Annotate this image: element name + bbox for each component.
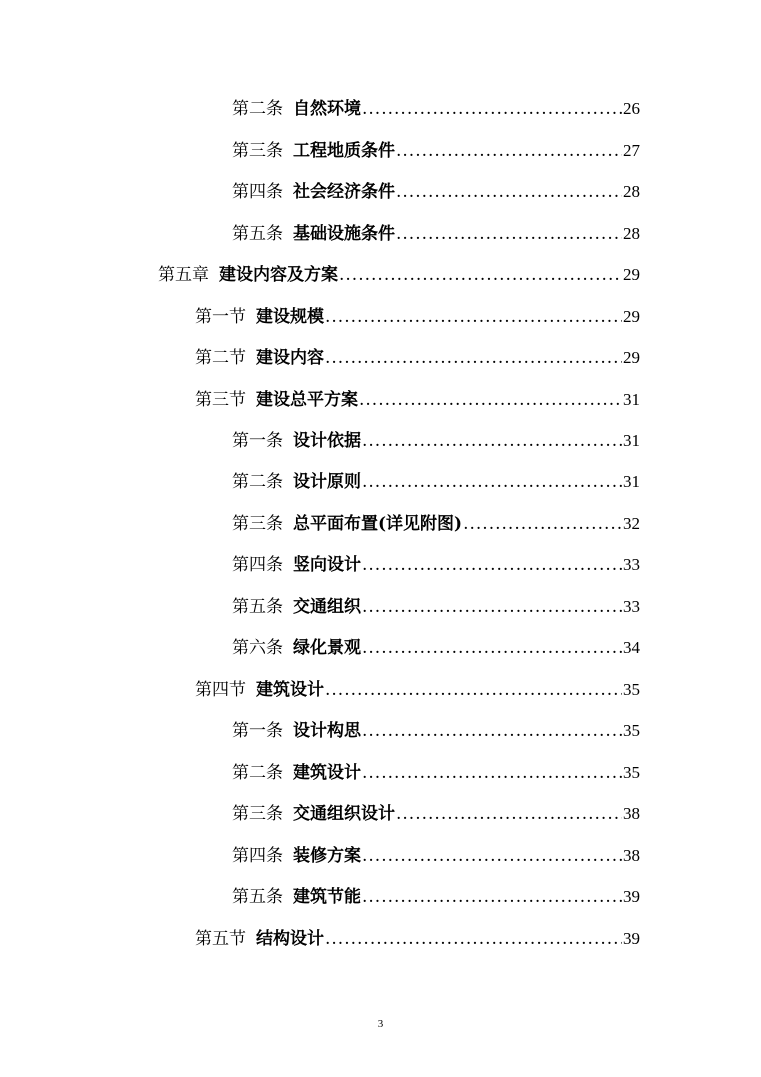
toc-entry-number: 第二条 [232, 472, 283, 492]
toc-entry[interactable] [232, 430, 640, 452]
toc-entry-page: 27 [623, 141, 640, 160]
toc-entry-number: 第五节 [195, 929, 246, 949]
dot-leader [325, 306, 622, 328]
toc-entry-number: 第一条 [232, 431, 283, 451]
toc-entry-page: 35 [623, 680, 640, 699]
dot-leader [362, 762, 622, 784]
toc-entry-number: 第六条 [232, 638, 283, 658]
dot-leader [362, 720, 622, 742]
toc-entry-title: 建设内容 [256, 348, 324, 368]
toc-entry-page: 31 [623, 472, 640, 491]
page-footer-number: 3 [377, 1018, 384, 1030]
toc-entry-page: 39 [623, 887, 640, 906]
toc-entry-title: 竖向设计 [293, 555, 361, 575]
toc-entry-page: 34 [623, 638, 640, 657]
toc-entry-number: 第三条 [232, 514, 283, 534]
toc-entry-page: 28 [623, 224, 640, 243]
toc-entry-number: 第二条 [232, 99, 283, 119]
toc-entry-title: 建设总平方案 [256, 390, 358, 410]
toc-entry[interactable] [232, 720, 640, 742]
toc-entry-page: 28 [623, 182, 640, 201]
toc-entry[interactable] [232, 845, 640, 867]
toc-entry-title: 交通组织 [293, 597, 361, 617]
toc-entry-title: 自然环境 [293, 99, 361, 119]
dot-leader [325, 679, 622, 701]
toc-entry-page: 29 [623, 265, 640, 284]
dot-leader [362, 637, 622, 659]
toc-entry[interactable] [232, 762, 640, 784]
toc-entry-number: 第四条 [232, 555, 283, 575]
toc-entry-title: 总平面布置(详见附图) [293, 514, 463, 534]
toc-entry-title: 社会经济条件 [293, 182, 395, 202]
toc-entry-title: 建设规模 [256, 307, 324, 327]
toc-entry-number: 第五条 [232, 224, 283, 244]
dot-leader [362, 471, 622, 493]
toc-entry-number: 第四条 [232, 182, 283, 202]
toc-entry-number: 第五章 [158, 265, 209, 285]
toc-entry-page: 29 [623, 307, 640, 326]
dot-leader [396, 223, 622, 245]
dot-leader [396, 140, 622, 162]
toc-entry[interactable] [232, 140, 640, 162]
dot-leader [359, 389, 622, 411]
toc-entry-number: 第一节 [195, 307, 246, 327]
toc-entry[interactable] [232, 98, 640, 120]
toc-entry-title: 设计依据 [293, 431, 361, 451]
dot-leader [396, 181, 622, 203]
toc-entry[interactable] [158, 264, 640, 286]
toc-entry-page: 31 [623, 431, 640, 450]
toc-entry[interactable] [232, 554, 640, 576]
toc-entry-number: 第五条 [232, 597, 283, 617]
dot-leader [396, 803, 622, 825]
toc-entry-page: 33 [623, 597, 640, 616]
toc-entry-number: 第四节 [195, 680, 246, 700]
toc-entry-number: 第三条 [232, 804, 283, 824]
dot-leader [362, 98, 622, 120]
dot-leader [362, 886, 622, 908]
toc-entry[interactable] [232, 803, 640, 825]
dot-leader [362, 596, 622, 618]
toc-entry[interactable] [195, 928, 640, 950]
toc-entry[interactable] [232, 181, 640, 203]
toc-entry-title: 基础设施条件 [293, 224, 395, 244]
toc-entry-title: 建筑设计 [256, 680, 324, 700]
toc-entry-page: 35 [623, 763, 640, 782]
dot-leader [463, 513, 622, 535]
toc-entry-page: 38 [623, 846, 640, 865]
toc-entry-page: 35 [623, 721, 640, 740]
toc-entry-number: 第四条 [232, 846, 283, 866]
toc-entry-page: 38 [623, 804, 640, 823]
toc-entry-page: 29 [623, 348, 640, 367]
toc-entry-page: 39 [623, 929, 640, 948]
toc-entry-number: 第三条 [232, 141, 283, 161]
toc-entry[interactable] [195, 306, 640, 328]
dot-leader [362, 430, 622, 452]
toc-entry-page: 31 [623, 390, 640, 409]
toc-entry-title: 装修方案 [293, 846, 361, 866]
toc-entry[interactable] [195, 347, 640, 369]
toc-entry-title: 建筑节能 [293, 887, 361, 907]
toc-entry-page: 26 [623, 99, 640, 118]
toc-entry-title: 交通组织设计 [293, 804, 395, 824]
toc-entry-page: 33 [623, 555, 640, 574]
toc-entry-number: 第二节 [195, 348, 246, 368]
toc-entry-number: 第一条 [232, 721, 283, 741]
toc-entry-title: 设计构思 [293, 721, 361, 741]
toc-entry[interactable] [232, 596, 640, 618]
toc-entry[interactable] [195, 389, 640, 411]
toc-entry-title: 建筑设计 [293, 763, 361, 783]
toc-entry[interactable] [232, 637, 640, 659]
toc-entry[interactable] [232, 886, 640, 908]
toc-entry-title: 设计原则 [293, 472, 361, 492]
toc-entry-number: 第二条 [232, 763, 283, 783]
toc-entry[interactable] [232, 513, 640, 535]
toc-entry[interactable] [232, 223, 640, 245]
toc-entry-title: 建设内容及方案 [219, 265, 338, 285]
dot-leader [362, 554, 622, 576]
dot-leader [339, 264, 622, 286]
toc-entry-title: 工程地质条件 [293, 141, 395, 161]
toc-entry-number: 第五条 [232, 887, 283, 907]
dot-leader [362, 845, 622, 867]
toc-entry-page: 32 [623, 514, 640, 533]
toc-entry-title: 结构设计 [256, 929, 324, 949]
dot-leader [325, 347, 622, 369]
toc-entry[interactable] [232, 471, 640, 493]
dot-leader [325, 928, 622, 950]
toc-entry[interactable] [195, 679, 640, 701]
toc-entry-title: 绿化景观 [293, 638, 361, 658]
toc-entry-number: 第三节 [195, 390, 246, 410]
